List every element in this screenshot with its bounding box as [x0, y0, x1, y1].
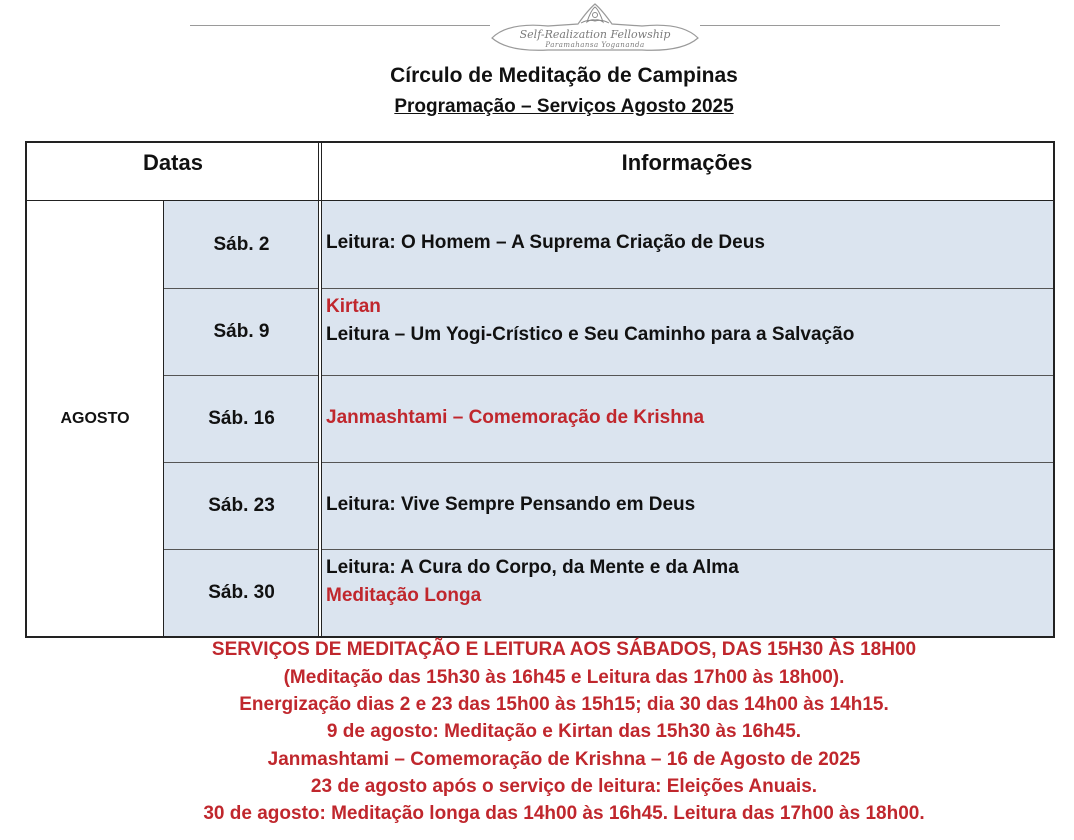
note-line-2: (Meditação das 15h30 às 16h45 e Leitura das 17h00 às 18h00).	[283, 667, 845, 688]
column-divider-a	[318, 143, 319, 636]
note-line-6: 23 de agosto após o serviço de leitura: Eleições Anuais.	[310, 776, 818, 797]
info-line-highlight: Meditação Longa	[326, 585, 482, 606]
date-cell-3: Sáb. 16	[164, 375, 319, 462]
month-divider	[163, 201, 164, 636]
date-cell-5: Sáb. 30	[164, 549, 319, 636]
info-line-highlight: Kirtan	[326, 296, 381, 317]
date-cell-1: Sáb. 2	[164, 201, 319, 288]
page-subtitle: Programação – Serviços Agosto 2025	[394, 96, 734, 117]
date-cell-2: Sáb. 9	[164, 288, 319, 375]
info-cell-3	[321, 375, 1053, 462]
month-cell: AGOSTO	[60, 409, 130, 427]
note-line-7: 30 de agosto: Meditação longa das 14h00 às 16h45. Leitura das 17h00 às 18h00.	[203, 803, 925, 824]
note-line-4: 9 de agosto: Meditação e Kirtan das 15h30 às 16h45.	[326, 721, 802, 742]
logo-name: Self-Realization Fellowship	[519, 28, 671, 41]
header-dates: Datas	[143, 150, 203, 175]
info-line: Leitura: Vive Sempre Pensando em Deus	[326, 494, 696, 515]
header-rule-left	[190, 25, 490, 26]
info-line: Leitura – Um Yogi-Crístico e Seu Caminho para a Salvação	[326, 324, 855, 345]
info-cell-5	[321, 549, 1053, 636]
note-line-5: Janmashtami – Comemoração de Krishna – 16 de Agosto de 2025	[267, 749, 861, 770]
info-line: Leitura: A Cura do Corpo, da Mente e da Alma	[326, 557, 739, 578]
srf-logo	[488, 2, 702, 58]
info-cell-2	[321, 288, 1053, 375]
column-divider-b	[321, 143, 322, 636]
header-rule-right	[700, 25, 1000, 26]
header-info: Informações	[621, 150, 753, 175]
logo-signature: Paramahansa Yogananda	[545, 41, 645, 49]
info-cell-4	[321, 462, 1053, 549]
info-cell-1	[321, 201, 1053, 288]
info-line: Leitura: O Homem – A Suprema Criação de Deus	[326, 232, 765, 253]
note-line-3: Energização dias 2 e 23 das 15h00 às 15h15; dia 30 das 14h00 às 14h15.	[239, 694, 889, 715]
info-line-highlight: Janmashtami – Comemoração de Krishna	[326, 407, 705, 428]
page-title: Círculo de Meditação de Campinas	[390, 64, 738, 87]
note-line-1: SERVIÇOS DE MEDITAÇÃO E LEITURA AOS SÁBADOS, DAS 15H30 ÀS 18H00	[211, 639, 917, 660]
date-cell-4: Sáb. 23	[164, 462, 319, 549]
schedule-table	[25, 141, 1055, 638]
